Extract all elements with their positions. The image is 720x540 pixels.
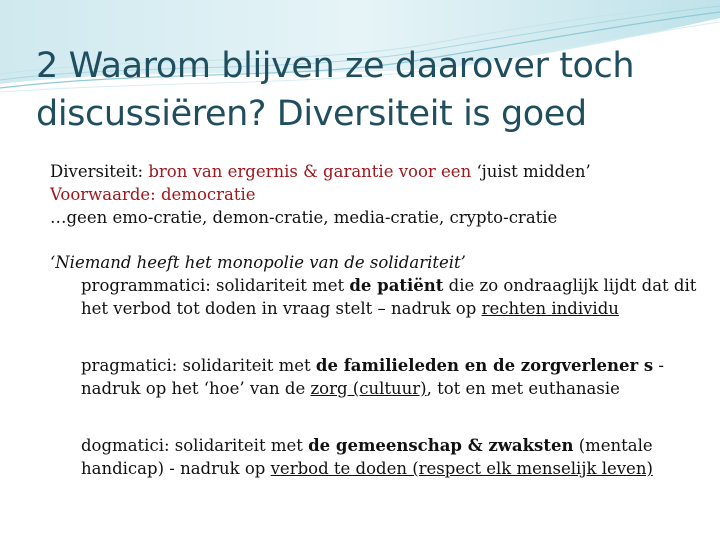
voorwaarde-line: Voorwaarde: democratie	[50, 185, 256, 204]
pragmatici-tail: , tot en met euthanasie	[426, 379, 620, 398]
pragmatici-text: - nadruk op het ‘hoe’ van de	[81, 356, 665, 398]
dogmatici-paragraph	[50, 434, 710, 480]
pragmatici-paragraph	[50, 354, 710, 400]
diversiteit-description: bron van ergernis & garantie voor een	[148, 162, 477, 181]
dogmatici-text: (mentale handicap) - nadruk op	[81, 436, 653, 478]
dogmatici-lead: dogmatici: solidariteit met	[81, 436, 309, 455]
dogmatici-emphasis: verbod te doden (respect elk menselijk leven)	[270, 459, 653, 478]
diversiteit-line	[50, 160, 710, 183]
dogmatici-focus: de gemeenschap & zwaksten	[308, 436, 574, 455]
juist-midden-text: ‘juist midden’	[476, 162, 591, 181]
programmatici-text: die zo ondraaglijk lijdt dat dit het verbod tot doden in vraag stelt – nadruk op	[81, 276, 697, 318]
programmatici-focus: de patiënt	[349, 276, 444, 295]
cratie-line: …geen emo-cratie, demon-cratie, media-cratie, crypto-cratie	[50, 208, 558, 227]
quote-line: ‘Niemand heeft het monopolie van de solidariteit’	[50, 253, 466, 272]
slide-title-line2: discussiëren? Diversiteit is goed	[36, 94, 587, 134]
pragmatici-lead: pragmatici: solidariteit met	[81, 356, 316, 375]
diversiteit-colon: :	[137, 162, 149, 181]
pragmatici-emphasis: zorg (cultuur)	[310, 379, 427, 398]
programmatici-emphasis: rechten individu	[481, 299, 619, 318]
slide-body	[50, 160, 710, 480]
programmatici-lead: programmatici: solidariteit met	[81, 276, 350, 295]
programmatici-paragraph	[50, 274, 710, 320]
slide-title-line1: 2 Waarom blijven ze daarover toch	[36, 46, 635, 86]
slide-title	[36, 42, 716, 138]
pragmatici-focus: de familieleden en de zorgverlener s	[315, 356, 654, 375]
diversiteit-term: Diversiteit	[50, 162, 138, 181]
